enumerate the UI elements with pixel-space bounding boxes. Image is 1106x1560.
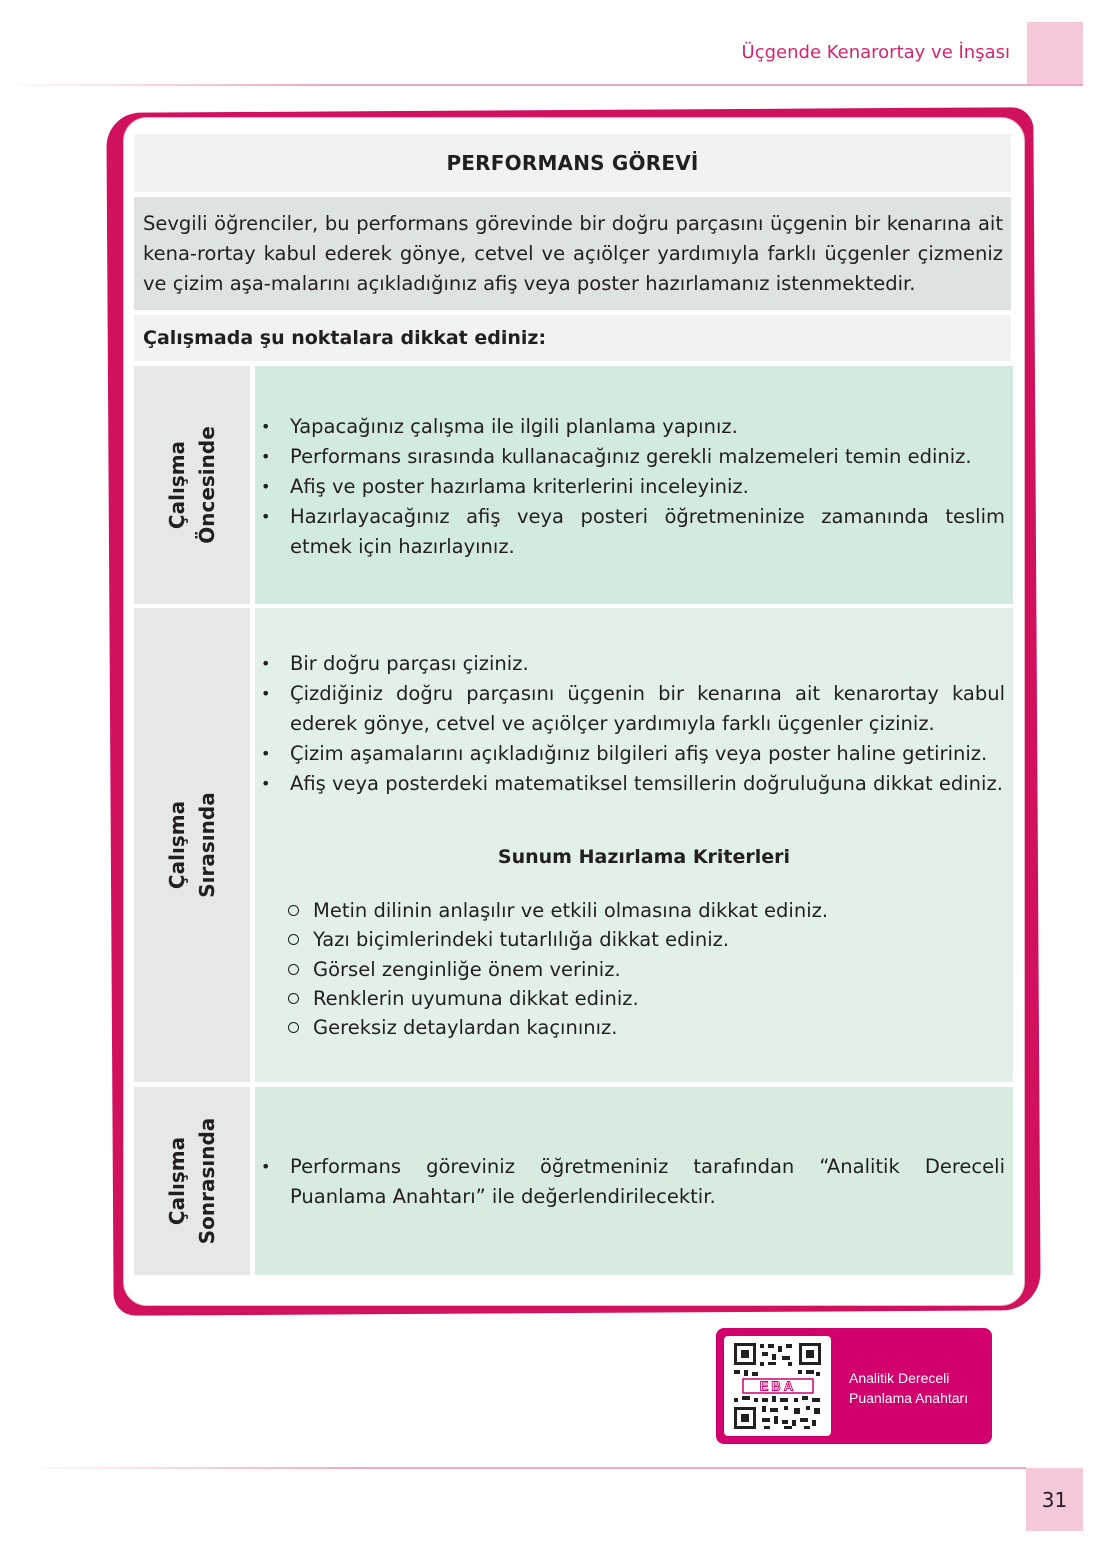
footer-divider: [20, 1467, 1026, 1469]
header-divider: [0, 84, 1083, 86]
bullet-icon: •: [261, 654, 271, 673]
list-item: • Yapacağınız çalışma ile ilgili planlama yapınız.: [290, 412, 1005, 442]
criteria-list: [255, 896, 1013, 1042]
list-item: • Afiş ve poster hazırlama kriterlerini inceleyiniz.: [290, 472, 1005, 502]
circle-bullet-icon: [288, 964, 299, 975]
list-item: • Bir doğru parçası çiziniz.: [290, 649, 1005, 679]
section-content-before: [255, 366, 1013, 604]
list-item: • Afiş veya posterdeki matematiksel temsillerin doğruluğuna dikkat ediniz.: [290, 769, 1005, 799]
qr-label-line: Analitik Dereceli: [849, 1370, 950, 1386]
section-content-during: [255, 608, 1013, 1082]
list-item: • Performans göreviniz öğretmeniniz tarafından “Analitik Dereceli Puanlama Anahtarı” ile değerlendirilecektir.: [290, 1152, 1005, 1212]
list-item: Gereksiz detaylardan kaçınınız.: [313, 1013, 1013, 1042]
circle-bullet-icon: [288, 1022, 299, 1033]
bullet-icon: •: [261, 684, 271, 703]
bullet-icon: •: [261, 774, 271, 793]
bullet-icon: •: [261, 477, 271, 496]
section-label-line: Sırasında: [195, 792, 219, 898]
list-item: Metin dilinin anlaşılır ve etkili olmasına dikkat ediniz.: [313, 896, 1013, 925]
qr-label: [849, 1368, 968, 1408]
list-item: Görsel zenginliğe önem veriniz.: [313, 955, 1013, 984]
circle-bullet-icon: [288, 905, 299, 916]
qr-code-graphic: [724, 1336, 831, 1436]
chapter-title: Üçgende Kenarortay ve İnşası: [741, 42, 1010, 63]
bullet-icon: •: [261, 417, 271, 436]
task-note: Çalışmada şu noktalara dikkat ediniz:: [134, 315, 1011, 361]
section-content-after: [255, 1087, 1013, 1275]
list-item: Yazı biçimlerindeki tutarlılığa dikkat ediniz.: [313, 925, 1013, 954]
section-label-during: [134, 608, 250, 1082]
bullet-icon: •: [261, 507, 271, 526]
bullet-icon: •: [261, 447, 271, 466]
task-intro: Sevgili öğrenciler, bu performans görevinde bir doğru parçasını üçgenin bir kenarına ait kena-rortay kabul ederek gönye, cetvel ve açıölçer yardımıyla farklı üçgenler çizmeniz ve çizim aşa-malarını açıkladığınız afiş veya poster hazırlamanız istenmektedir.: [134, 197, 1011, 310]
qr-code-icon: [724, 1336, 831, 1436]
section-label-line: Çalışma: [165, 440, 189, 530]
qr-label-line: Puanlama Anahtarı: [849, 1390, 969, 1406]
bullet-icon: •: [261, 1157, 271, 1176]
list-item: • Çizim aşamalarını açıkladığınız bilgileri afiş veya poster haline getiriniz.: [290, 739, 1005, 769]
circle-bullet-icon: [288, 934, 299, 945]
qr-card[interactable]: [716, 1328, 992, 1444]
list-item: • Performans sırasında kullanacağınız gerekli malzemeleri temin ediniz.: [290, 442, 1005, 472]
circle-bullet-icon: [288, 993, 299, 1004]
section-label-after: [134, 1087, 250, 1275]
bullet-list: [255, 649, 1013, 799]
bullet-list: [255, 1152, 1013, 1212]
bullet-list: [255, 412, 1013, 562]
criteria-title: Sunum Hazırlama Kriterleri: [497, 846, 791, 868]
section-label-line: Çalışma: [165, 1136, 189, 1226]
section-label-line: Öncesinde: [195, 426, 219, 544]
section-label-before: [134, 366, 250, 604]
list-item: • Hazırlayacağınız afiş veya posteri öğretmeninize zamanında teslim etmek için hazırlayınız.: [290, 502, 1005, 562]
section-label-line: Çalışma: [165, 800, 189, 890]
section-label-line: Sonrasında: [195, 1117, 219, 1245]
header-corner-block: [1027, 22, 1083, 84]
page-number: 31: [1026, 1468, 1083, 1531]
list-item: Renklerin uyumuna dikkat ediniz.: [313, 984, 1013, 1013]
bullet-icon: •: [261, 744, 271, 763]
task-title: PERFORMANS GÖREVİ: [134, 134, 1011, 192]
list-item: • Çizdiğiniz doğru parçasını üçgenin bir kenarına ait kenarortay kabul ederek gönye, cetvel ve açıölçer yardımıyla farklı üçgenler çiziniz.: [290, 679, 1005, 739]
eba-logo: EBA: [759, 1378, 797, 1394]
